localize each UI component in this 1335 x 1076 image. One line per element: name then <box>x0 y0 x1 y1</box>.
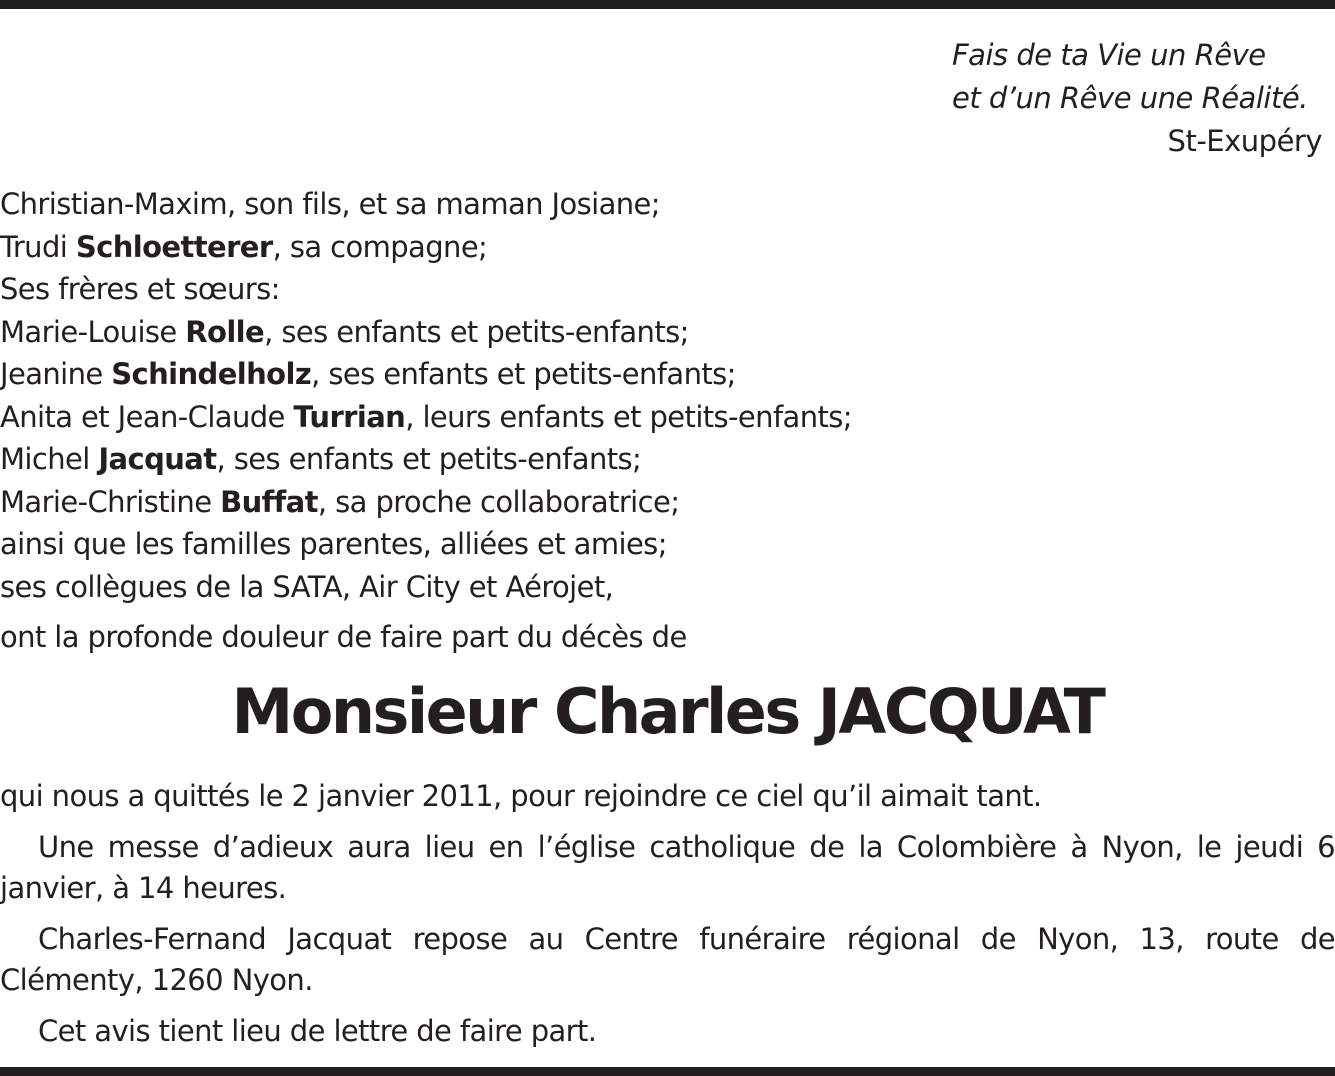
family-line <box>0 311 852 354</box>
epigraph-quote <box>952 34 1322 163</box>
family-text: Marie-Louise <box>0 314 186 349</box>
family-line <box>0 481 852 524</box>
family-text: Christian-Maxim, son fils, et sa maman Josiane; <box>0 187 660 221</box>
departure-paragraph: qui nous a quittés le 2 janvier 2011, pour rejoindre ce ciel qu’il aimait tant. <box>0 779 1042 813</box>
family-text: , sa proche collaboratrice; <box>317 484 680 519</box>
rest-paragraph: Charles-Fernand Jacquat repose au Centre funéraire régional de Nyon, 13, route de Clémenty, 1260 Nyon. <box>0 922 1335 997</box>
family-text: ainsi que les familles parentes, alliées et amies; <box>0 527 667 561</box>
family-text: Ses frères et sœurs: <box>0 272 280 306</box>
family-line <box>0 353 852 396</box>
family-text: Trudi <box>0 229 76 264</box>
family-line <box>0 226 852 269</box>
family-text: Anita et Jean-Claude <box>0 399 294 434</box>
mass-paragraph: Une messe d’adieux aura lieu en l’église catholique de la Colombière à Nyon, le jeudi 6 janvier, à 14 heures. <box>0 830 1335 905</box>
family-text: Michel <box>0 442 99 476</box>
family-line <box>0 268 852 311</box>
family-text: , ses enfants et petits-enfants; <box>311 357 736 391</box>
family-text: , sa compagne; <box>272 229 488 264</box>
top-rule <box>0 0 1335 9</box>
family-surname: Buffat <box>220 484 318 519</box>
family-surname: Jacquat <box>98 442 217 476</box>
epigraph-line-2: et d’un Rêve une Réalité. <box>952 81 1308 115</box>
announcement-text: ont la profonde douleur de faire part du décès de <box>0 620 687 654</box>
family-text: Jeanine <box>0 357 112 391</box>
notice-paragraph: Cet avis tient lieu de lettre de faire part. <box>38 1014 597 1048</box>
bottom-rule <box>0 1067 1335 1076</box>
family-text: ses collègues de la SATA, Air City et Aérojet, <box>0 569 614 604</box>
family-line <box>0 438 852 481</box>
family-text: , leurs enfants et petits-enfants; <box>405 399 852 434</box>
epigraph-author: St-Exupéry <box>1167 124 1322 158</box>
family-text: , ses enfants et petits-enfants; <box>216 442 642 476</box>
family-line <box>0 566 852 609</box>
family-line <box>0 523 852 566</box>
family-surname: Rolle <box>185 314 265 349</box>
family-line <box>0 396 852 439</box>
family-surname: Schindelholz <box>111 357 312 391</box>
notice-body <box>0 776 1335 1052</box>
family-surname: Schloetterer <box>75 229 273 264</box>
family-text: , ses enfants et petits-enfants; <box>264 314 689 349</box>
family-text: Marie-Christine <box>0 484 221 519</box>
family-line <box>0 183 852 226</box>
deceased-name: Monsieur Charles JACQUAT <box>231 675 1104 748</box>
family-list <box>0 183 852 608</box>
epigraph-line-1: Fais de ta Vie un Rêve <box>952 38 1266 72</box>
family-surname: Turrian <box>293 399 406 434</box>
